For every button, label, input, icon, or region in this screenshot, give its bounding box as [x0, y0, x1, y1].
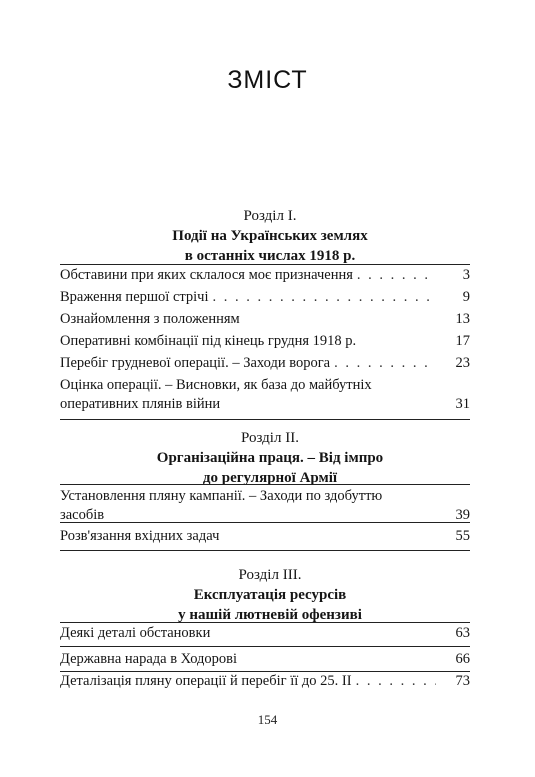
toc-entry-text-cont: засобів: [60, 507, 105, 523]
toc-entry-text: Обставини при яких склалося моє призначення: [60, 267, 353, 283]
toc-entry-page: 63: [455, 625, 470, 641]
section-2-number: Розділ II.: [241, 430, 299, 446]
section-2-heading: [60, 428, 480, 488]
leader-dots: [356, 672, 436, 691]
section-3-title-line-2: у нашій лютневій офензиві: [178, 607, 362, 623]
section-1-number: Розділ I.: [243, 208, 297, 224]
toc-entry-text-cont: оперативних плянів війни: [60, 396, 221, 412]
toc-entry-text: Державна нарада в Ходорові: [60, 651, 238, 667]
toc-entry: [60, 332, 470, 351]
leader-dots: [357, 266, 436, 285]
section-2-title-line-1: Організаційна праця. – Від імпро: [156, 450, 384, 466]
toc-entry-text: Розв'язання вхідних задач: [60, 528, 220, 544]
entry-rule: [60, 646, 470, 647]
toc-entry: [60, 288, 470, 307]
toc-entry: [60, 487, 470, 525]
toc-entry: [60, 354, 470, 373]
page-title: ЗМІСТ: [227, 66, 308, 94]
section-3-rule: [60, 622, 470, 623]
section-1-rule: [60, 264, 470, 265]
section-1-title-line-2: в останніх числах 1918 р.: [184, 248, 356, 264]
section-3-number: Розділ III.: [238, 567, 302, 583]
section-1-end-rule: [60, 419, 470, 420]
toc-entry-page: 23: [455, 355, 470, 371]
toc-entry-page: 17: [455, 333, 470, 349]
section-2-title-line-2: до регулярної Армії: [202, 470, 338, 486]
toc-entry-text: Деякі деталі обстановки: [60, 625, 211, 641]
toc-entry: [60, 527, 470, 546]
toc-entry: [60, 672, 470, 691]
toc-entry-text: Враження першої стрічі: [60, 289, 209, 305]
leader-dots: [334, 354, 436, 373]
toc-entry: [60, 650, 470, 669]
section-1-title-line-1: Події на Українських землях: [172, 228, 368, 244]
toc-entry: [60, 266, 470, 285]
entry-rule: [60, 522, 470, 523]
section-1-heading: [60, 206, 480, 266]
toc-entry-page: 73: [455, 673, 470, 689]
toc-entry-page: 13: [455, 311, 470, 327]
section-3-title-line-1: Експлуатація ресурсів: [193, 587, 347, 603]
toc-entry-text: Оперативні комбінації під кінець грудня 1918 р.: [60, 333, 357, 349]
toc-entry: [60, 376, 470, 414]
section-2-rule: [60, 484, 470, 485]
toc-entry-text: Деталізація пляну операції й перебіг її до 25. II: [60, 673, 352, 689]
section-3-heading: [60, 565, 480, 625]
section-2-end-rule: [60, 550, 470, 551]
toc-entry-text: Установлення пляну кампанії. – Заходи по здобуттю: [60, 488, 383, 504]
toc-entry-text: Оцінка операції. – Висновки, як база до майбутніх: [60, 377, 372, 393]
toc-entry-page: 9: [462, 289, 470, 305]
toc-entry-page: 3: [462, 267, 470, 283]
toc-entry-text: Перебіг грудневої операції. – Заходи ворога: [60, 355, 331, 371]
toc-entry: [60, 624, 470, 643]
toc-entry-page: 31: [455, 396, 470, 412]
page-number: 154: [257, 712, 278, 727]
toc-entry-text: Ознайомлення з положенням: [60, 311, 240, 327]
toc-entry-page: 39: [455, 507, 470, 523]
leader-dots: [213, 288, 437, 307]
toc-entry-page: 55: [455, 528, 470, 544]
toc-entry-page: 66: [455, 651, 470, 667]
toc-entry: [60, 310, 470, 329]
